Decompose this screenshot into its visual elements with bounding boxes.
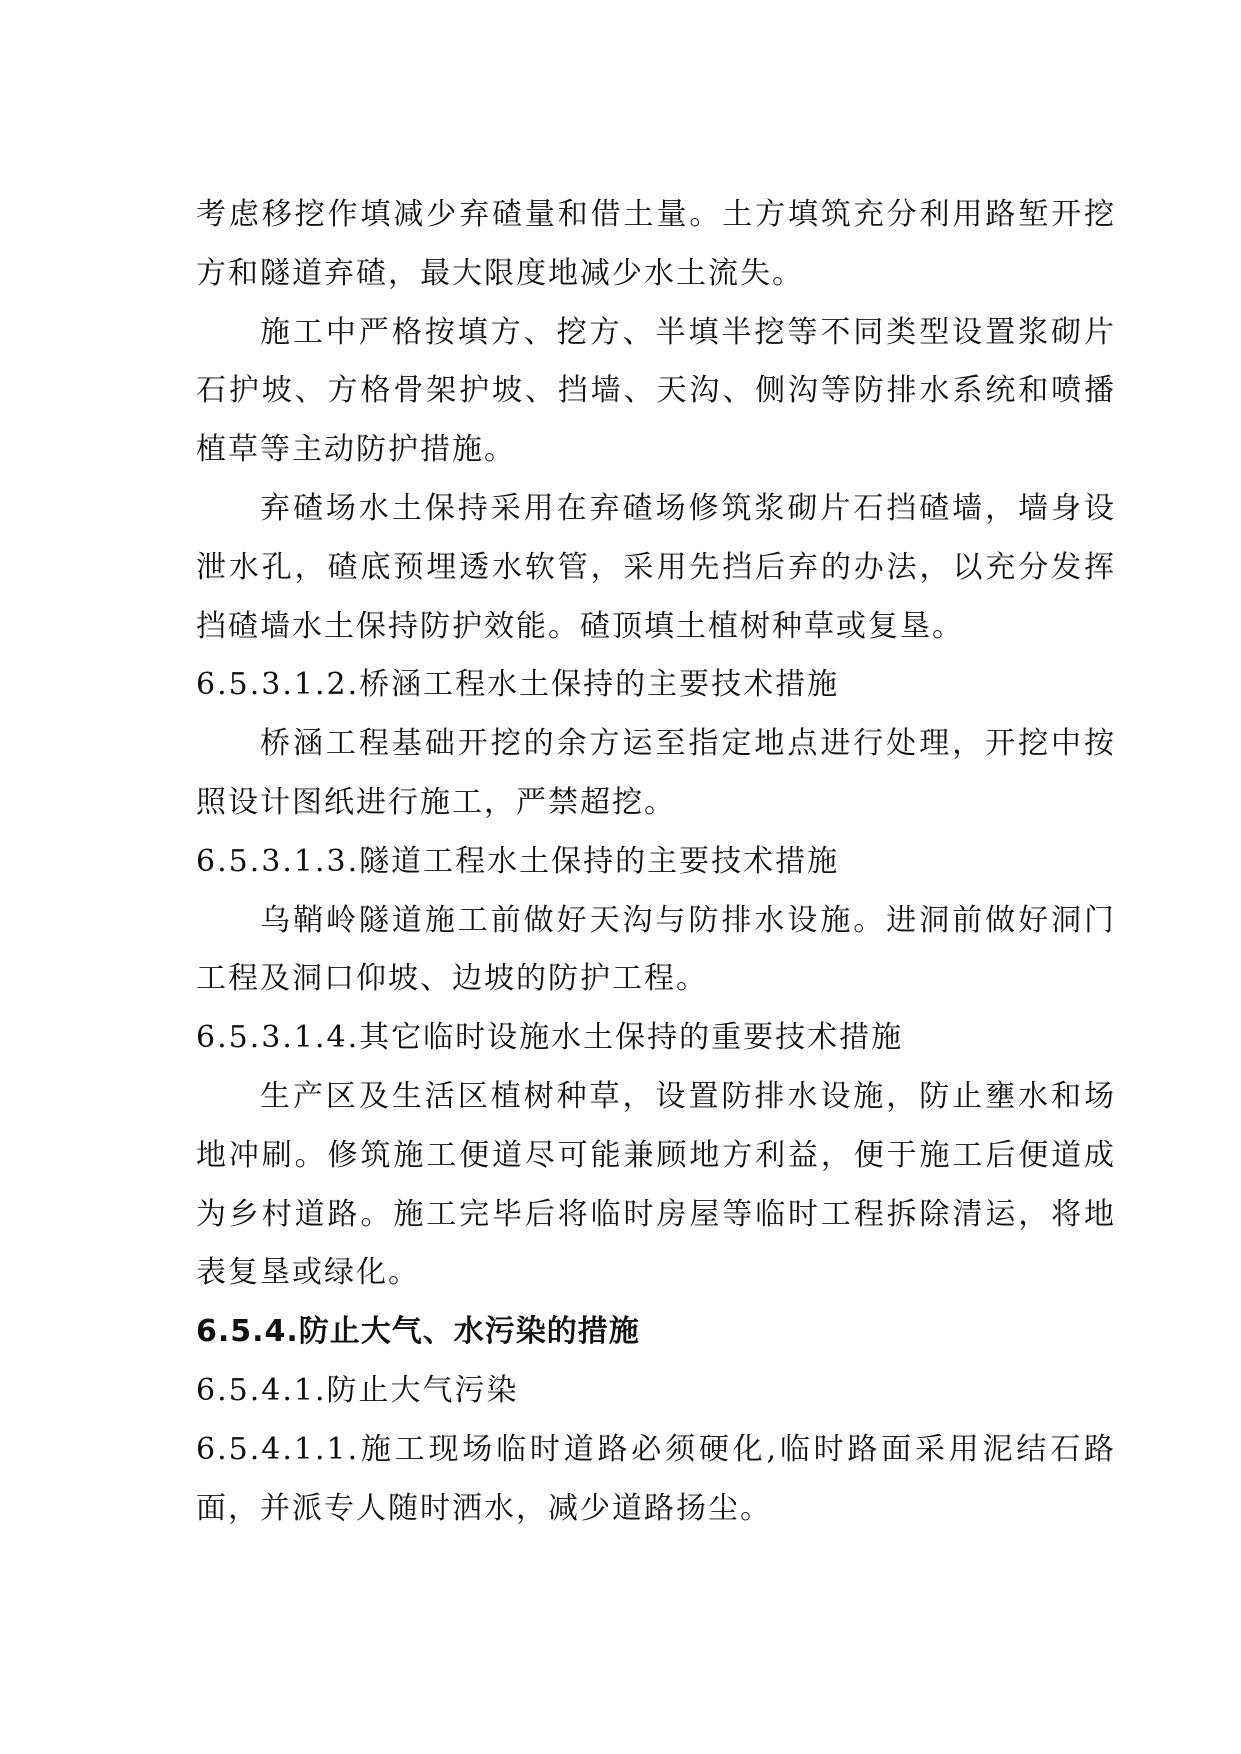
paragraph-slope-protection: 施工中严格按填方、挖方、半填半挖等不同类型设置浆砌片石护坡、方格骨架护坡、挡墙、天沟、侧沟等防排水系统和喷播植草等主动防护措施。 bbox=[196, 314, 1116, 468]
paragraph-bridge-culvert: 桥涵工程基础开挖的余方运至指定地点进行处理，开挖中按照设计图纸进行施工，严禁超挖。 bbox=[196, 726, 1116, 820]
paragraph-road-dust: 6.5.4.1.1.施工现场临时道路必须硬化,临时路面采用泥结石路面，并派专人随时洒水，减少道路扬尘。 bbox=[196, 1431, 1116, 1526]
subheading-tunnel: 6.5.3.1.3.隧道工程水土保持的主要技术措施 bbox=[196, 843, 840, 879]
document-body bbox=[196, 186, 1116, 1538]
subheading-bridge-culvert: 6.5.3.1.2.桥涵工程水土保持的主要技术措施 bbox=[196, 667, 840, 703]
paragraph-tunnel: 乌鞘岭隧道施工前做好天沟与防排水设施。进洞前做好洞门工程及洞口仰坡、边坡的防护工程。 bbox=[196, 902, 1116, 997]
paragraph-spoil-site: 弃碴场水土保持采用在弃碴场修筑浆砌片石挡碴墙，墙身设泄水孔，碴底预埋透水软管，采用先挡后弃的办法，以充分发挥挡碴墙水土保持防护效能。碴顶填土植树种草或复垦。 bbox=[196, 490, 1116, 644]
section-heading-pollution: 6.5.4.防止大气、水污染的措施 bbox=[196, 1314, 640, 1350]
subheading-air-pollution: 6.5.4.1.防止大气污染 bbox=[196, 1372, 519, 1408]
paragraph-temporary-facilities: 生产区及生活区植树种草，设置防排水设施，防止壅水和场地冲刷。修筑施工便道尽可能兼顾地方利益，便于施工后便道成为乡村道路。施工完毕后将临时房屋等临时工程拆除清运，将地表复垦或绿化。 bbox=[196, 1078, 1116, 1291]
subheading-temporary-facilities: 6.5.3.1.4.其它临时设施水土保持的重要技术措施 bbox=[196, 1020, 904, 1056]
paragraph-earthwork: 考虑移挖作填减少弃碴量和借土量。土方填筑充分利用路堑开挖方和隧道弃碴，最大限度地减少水土流失。 bbox=[196, 197, 1116, 291]
